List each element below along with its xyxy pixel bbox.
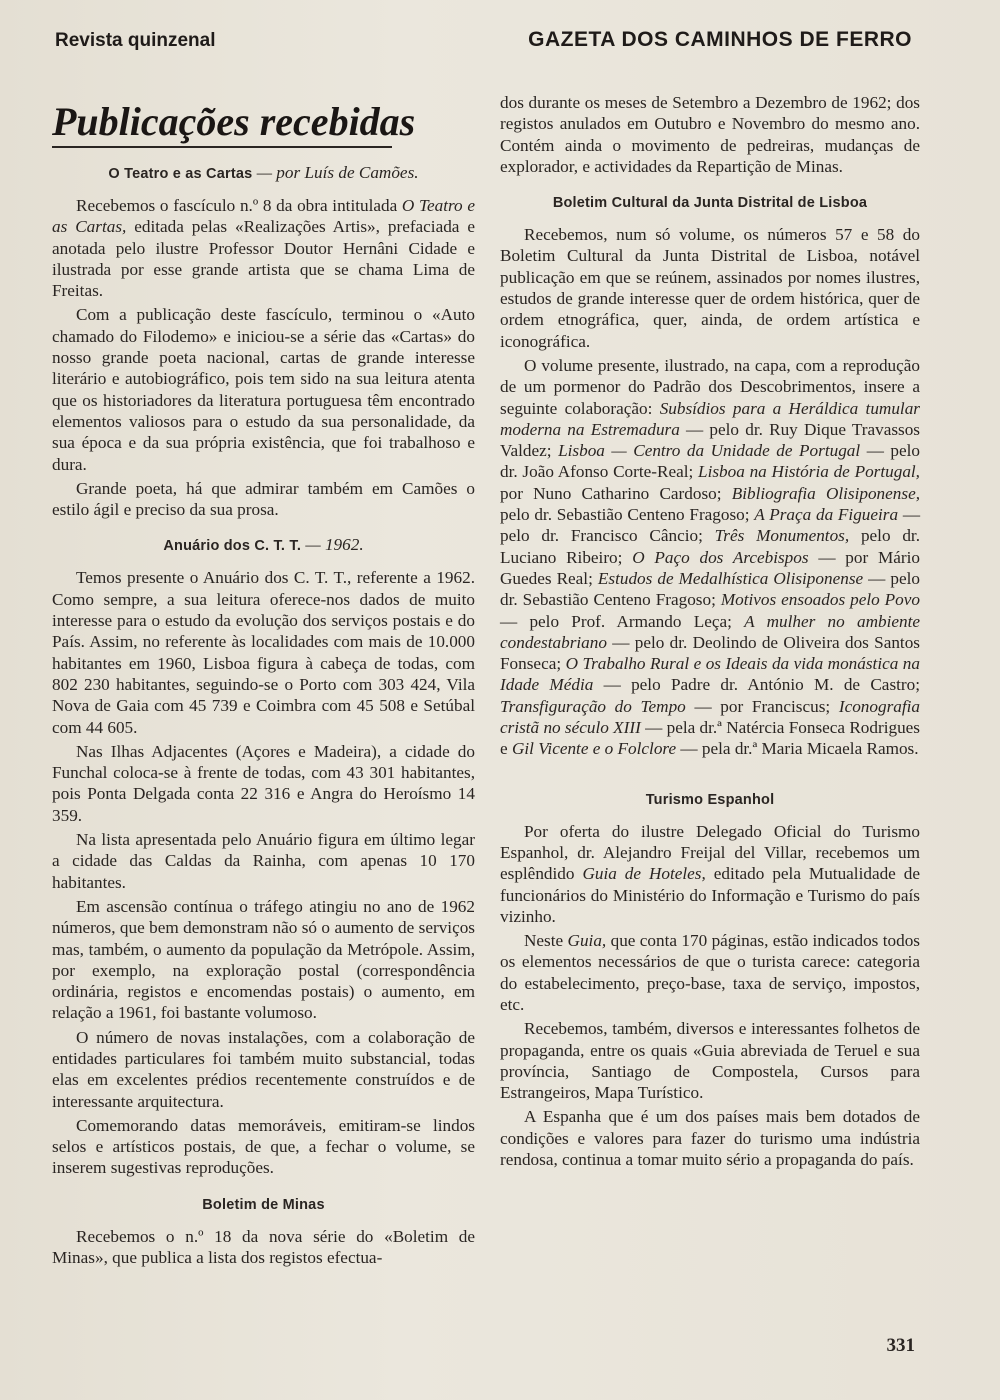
turismo-p2-a: Neste bbox=[524, 931, 568, 951]
teatro-title: O Teatro e as Cartas bbox=[108, 166, 253, 182]
teatro-p1-c: editada pelas «Realizações Artis», prefaciada e anotada pelo ilustre Professor Doutor Hernâni Cidade e ilustrada por esse grande artista que se chama Lima de Freitas. bbox=[52, 217, 475, 301]
turismo-paragraph-3: Recebemos, também, diversos e interessantes folhetos de propaganda, entre os quais «Guia abreviada de Teruel e sua província, Santiago de Compostela, Cursos para Estrangeiros, Mapa Turístico. bbox=[500, 1019, 920, 1103]
anuario-paragraph-4: Em ascensão contínua o tráfego atingiu no ano de 1962 números, que bem demonstram não só o aumento de serviços mas, também, o aumento da população da Metrópole. Assim, por exemplo, na exploração postal (correspondência ordinária, registos e encomendas postais) o aumento, em relação a 1961, foi bastante volumoso. bbox=[52, 896, 475, 1023]
lisboa-work-3: Lisboa na História de Portugal, bbox=[698, 462, 920, 482]
lisboa-work-4: Bibliografia Olisiponense, bbox=[731, 483, 920, 503]
lisboa-author-5: — pelo dr. Francisco Câncio; bbox=[500, 505, 921, 546]
section-heading: Publicações recebidas bbox=[52, 99, 416, 144]
lisboa-work-8: Estudos de Medalhística Olisiponense bbox=[597, 568, 864, 588]
lisboa-author-7: — por Mário Guedes Real; bbox=[500, 547, 920, 588]
article-title-turismo bbox=[500, 788, 920, 811]
teatro-byline: — por Luís de Camões. bbox=[256, 163, 419, 182]
lisboa-work-9: Motivos ensoados pelo Povo bbox=[720, 590, 920, 610]
lisboa-work-2: Lisboa — Centro da Unidade de Portugal bbox=[558, 441, 861, 461]
left-column bbox=[52, 90, 475, 1271]
turismo-paragraph-1 bbox=[500, 821, 920, 927]
minas-paragraph-1-start: Recebemos o n.º 18 da nova série do «Boletim de Minas», que publica a lista dos registos efectua- bbox=[52, 1226, 475, 1268]
page-number: 331 bbox=[886, 1335, 915, 1356]
lisboa-work-6: Três Monumentos, bbox=[714, 526, 850, 546]
lisboa-work-5: A Praça da Figueira bbox=[754, 505, 899, 525]
lisboa-title: Boletim Cultural da Junta Distrital de Lisboa bbox=[552, 195, 868, 212]
minas-title: Boletim de Minas bbox=[202, 1196, 325, 1213]
lisboa-author-8: — pelo dr. Sebastião Centeno Fragoso; bbox=[500, 568, 920, 610]
anuario-paragraph-3: Na lista apresentada pelo Anuário figura em último legar a cidade das Caldas da Rainha, com apenas 10 170 habitantes. bbox=[52, 830, 475, 892]
turismo-p1-c: editado pela Mutualidade de funcionários do Ministério do Informação e Turismo do país vizinho. bbox=[500, 864, 920, 926]
lisboa-work-7: O Paço dos Arcebispos bbox=[632, 547, 809, 567]
anuario-paragraph-2: Nas Ilhas Adjacentes (Açores e Madeira), a cidade do Funchal coloca-se à frente de todas, com 43 301 habitantes, pois Ponta Delgada conta 22 316 e Angra do Heroísmo 14 359. bbox=[52, 741, 475, 825]
running-head-left: Revista quinzenal bbox=[55, 30, 216, 51]
lisboa-author-1: — pelo dr. Ruy Dique Travassos Valdez; bbox=[500, 419, 920, 461]
lisboa-work-14: Gil Vicente e o Folclore bbox=[511, 739, 677, 759]
anuario-title: Anuário dos C. T. T. bbox=[163, 538, 302, 555]
right-column bbox=[500, 92, 920, 1173]
turismo-p1-b: Guia de Hoteles, bbox=[582, 864, 706, 884]
minas-paragraph-1-end: dos durante os meses de Setembro a Dezembro de 1962; dos registos anulados em Outubro e Novembro do mesmo ano. Contém ainda o movimento de pedreiras, mudanças de explorador, e actividades da Repartição de Minas. bbox=[500, 93, 920, 176]
lisboa-paragraph-1: Recebemos, num só volume, os números 57 e 58 do Boletim Cultural da Junta Distrital de Lisboa, notável publicação em que se reúnem, assinados por nomes ilustres, estudos de grande interesse quer de ordem histórica, quer de ordem etnográfica, quer, ainda, de ordem artística e iconográfica. bbox=[500, 225, 920, 351]
lisboa-work-1: Subsídios para a Heráldica tumular moderna na Estremadura bbox=[500, 398, 920, 439]
turismo-p2-c: que conta 170 páginas, estão indicados todos os elementos necessários de que o turista carece: categoria do estabelecimento, preço-base, taxa de serviço, impostos, etc. bbox=[500, 931, 920, 1014]
lisboa-author-6: pelo dr. Luciano Ribeiro; bbox=[500, 526, 920, 567]
lisboa-work-12: Transfiguração do Tempo bbox=[500, 696, 686, 716]
lisboa-work-13: Iconografia cristã no século XIII bbox=[500, 696, 920, 738]
lisboa-author-13: — pela dr.ª Natércia Fonseca Rodrigues e bbox=[500, 718, 920, 759]
running-head-right: GAZETA DOS CAMINHOS DE FERRO bbox=[528, 28, 912, 51]
turismo-paragraph-2 bbox=[500, 930, 920, 1015]
teatro-p1-b: O Teatro e as Cartas, bbox=[52, 196, 475, 237]
lisboa-author-9: — pelo Prof. Armando Leça; bbox=[500, 611, 745, 631]
anuario-paragraph-1: Temos presente o Anuário dos C. T. T., referente a 1962. Como sempre, a sua leitura oferece-nos dados de muito interesse para o estudo da evolução dos serviços postais e do País. Assim, no referente às localidades com mais de 10.000 habitantes em 1960, Lisboa figura à cabeça de todas, com 802 230 habitantes, seguindo-se o Porto com 303 424, Vila Nova de Gaia com 45 739 e Coimbra com 45 508 e Setúbal com 44 605. bbox=[52, 568, 475, 737]
lisboa-author-2: — pelo dr. João Afonso Corte-Real; bbox=[500, 441, 921, 482]
lisboa-author-14: — pela dr.ª Maria Micaela Ramos. bbox=[676, 739, 919, 759]
turismo-p2-b: Guia, bbox=[567, 931, 607, 951]
lisboa-author-10: — pelo dr. Deolindo de Oliveira dos Santos Fonseca; bbox=[500, 632, 920, 674]
teatro-p1-a: Recebemos o fascículo n.º 8 da obra intitulada bbox=[76, 196, 402, 215]
lisboa-author-3: por Nuno Catharino Cardoso; bbox=[500, 483, 732, 503]
lisboa-author-12: — por Franciscus; bbox=[685, 696, 839, 716]
anuario-year: — 1962. bbox=[305, 535, 364, 555]
lisboa-work-11: O Trabalho Rural e os Ideais da vida monástica na Idade Média bbox=[500, 654, 920, 695]
teatro-paragraph-3: Grande poeta, há que admirar também em Camões o estilo ágil e preciso da sua prosa. bbox=[52, 478, 475, 520]
lisboa-author-4: pelo dr. Sebastião Centeno Fragoso; bbox=[500, 505, 755, 525]
article-title-anuario bbox=[52, 534, 475, 557]
lisboa-author-11: — pelo Padre dr. António M. de Castro; bbox=[593, 675, 920, 695]
heading-rule bbox=[52, 146, 392, 148]
lisboa-paragraph-2 bbox=[500, 355, 920, 760]
turismo-p1-a: Por oferta do ilustre Delegado Oficial do Turismo Espanhol, dr. Alejandro Freijal del Villar, recebemos um esplêndido bbox=[500, 821, 920, 884]
anuario-paragraph-6: Comemorando datas memoráveis, emitiram-se lindos selos e artísticos postais, de que, a fechar o volume, se inserem sugestivas reproduções. bbox=[52, 1115, 475, 1178]
article-title-teatro bbox=[52, 162, 475, 185]
turismo-title: Turismo Espanhol bbox=[645, 791, 775, 808]
lisboa-work-10: A mulher no ambiente condestabriano bbox=[500, 611, 920, 652]
article-title-minas bbox=[52, 1193, 475, 1216]
anuario-paragraph-5: O número de novas instalações, com a colaboração de entidades particulares foi também muito substancial, todas elas em excelentes prédios recentemente construídos e de interessante arquitectura. bbox=[52, 1027, 475, 1111]
teatro-paragraph-2: Com a publicação deste fascículo, terminou o «Auto chamado do Filodemo» e iniciou-se a série das «Cartas» do nosso grande poeta nacional, cartas de grande interesse literário e autobiográfico, pois tem sido na sua leitura atenta que os historiadores da literatura portuguesa têm encontrado elementos valiosos para o estudo da sua personalidade, da sua época e da sua própria existência, que foi trabalhoso e dura. bbox=[52, 305, 475, 474]
lisboa-p2-intro: O volume presente, ilustrado, na capa, com a reprodução de um pormenor do Padrão dos Descobrimentos, insere a seguinte colaboração: bbox=[500, 355, 920, 418]
teatro-paragraph-1 bbox=[52, 195, 475, 301]
article-title-lisboa bbox=[500, 191, 920, 214]
turismo-paragraph-4: A Espanha que é um dos países mais bem dotados de condições e valores para fazer do turismo uma indústria rendosa, continua a tomar muito sério a propaganda do país. bbox=[500, 1107, 920, 1170]
